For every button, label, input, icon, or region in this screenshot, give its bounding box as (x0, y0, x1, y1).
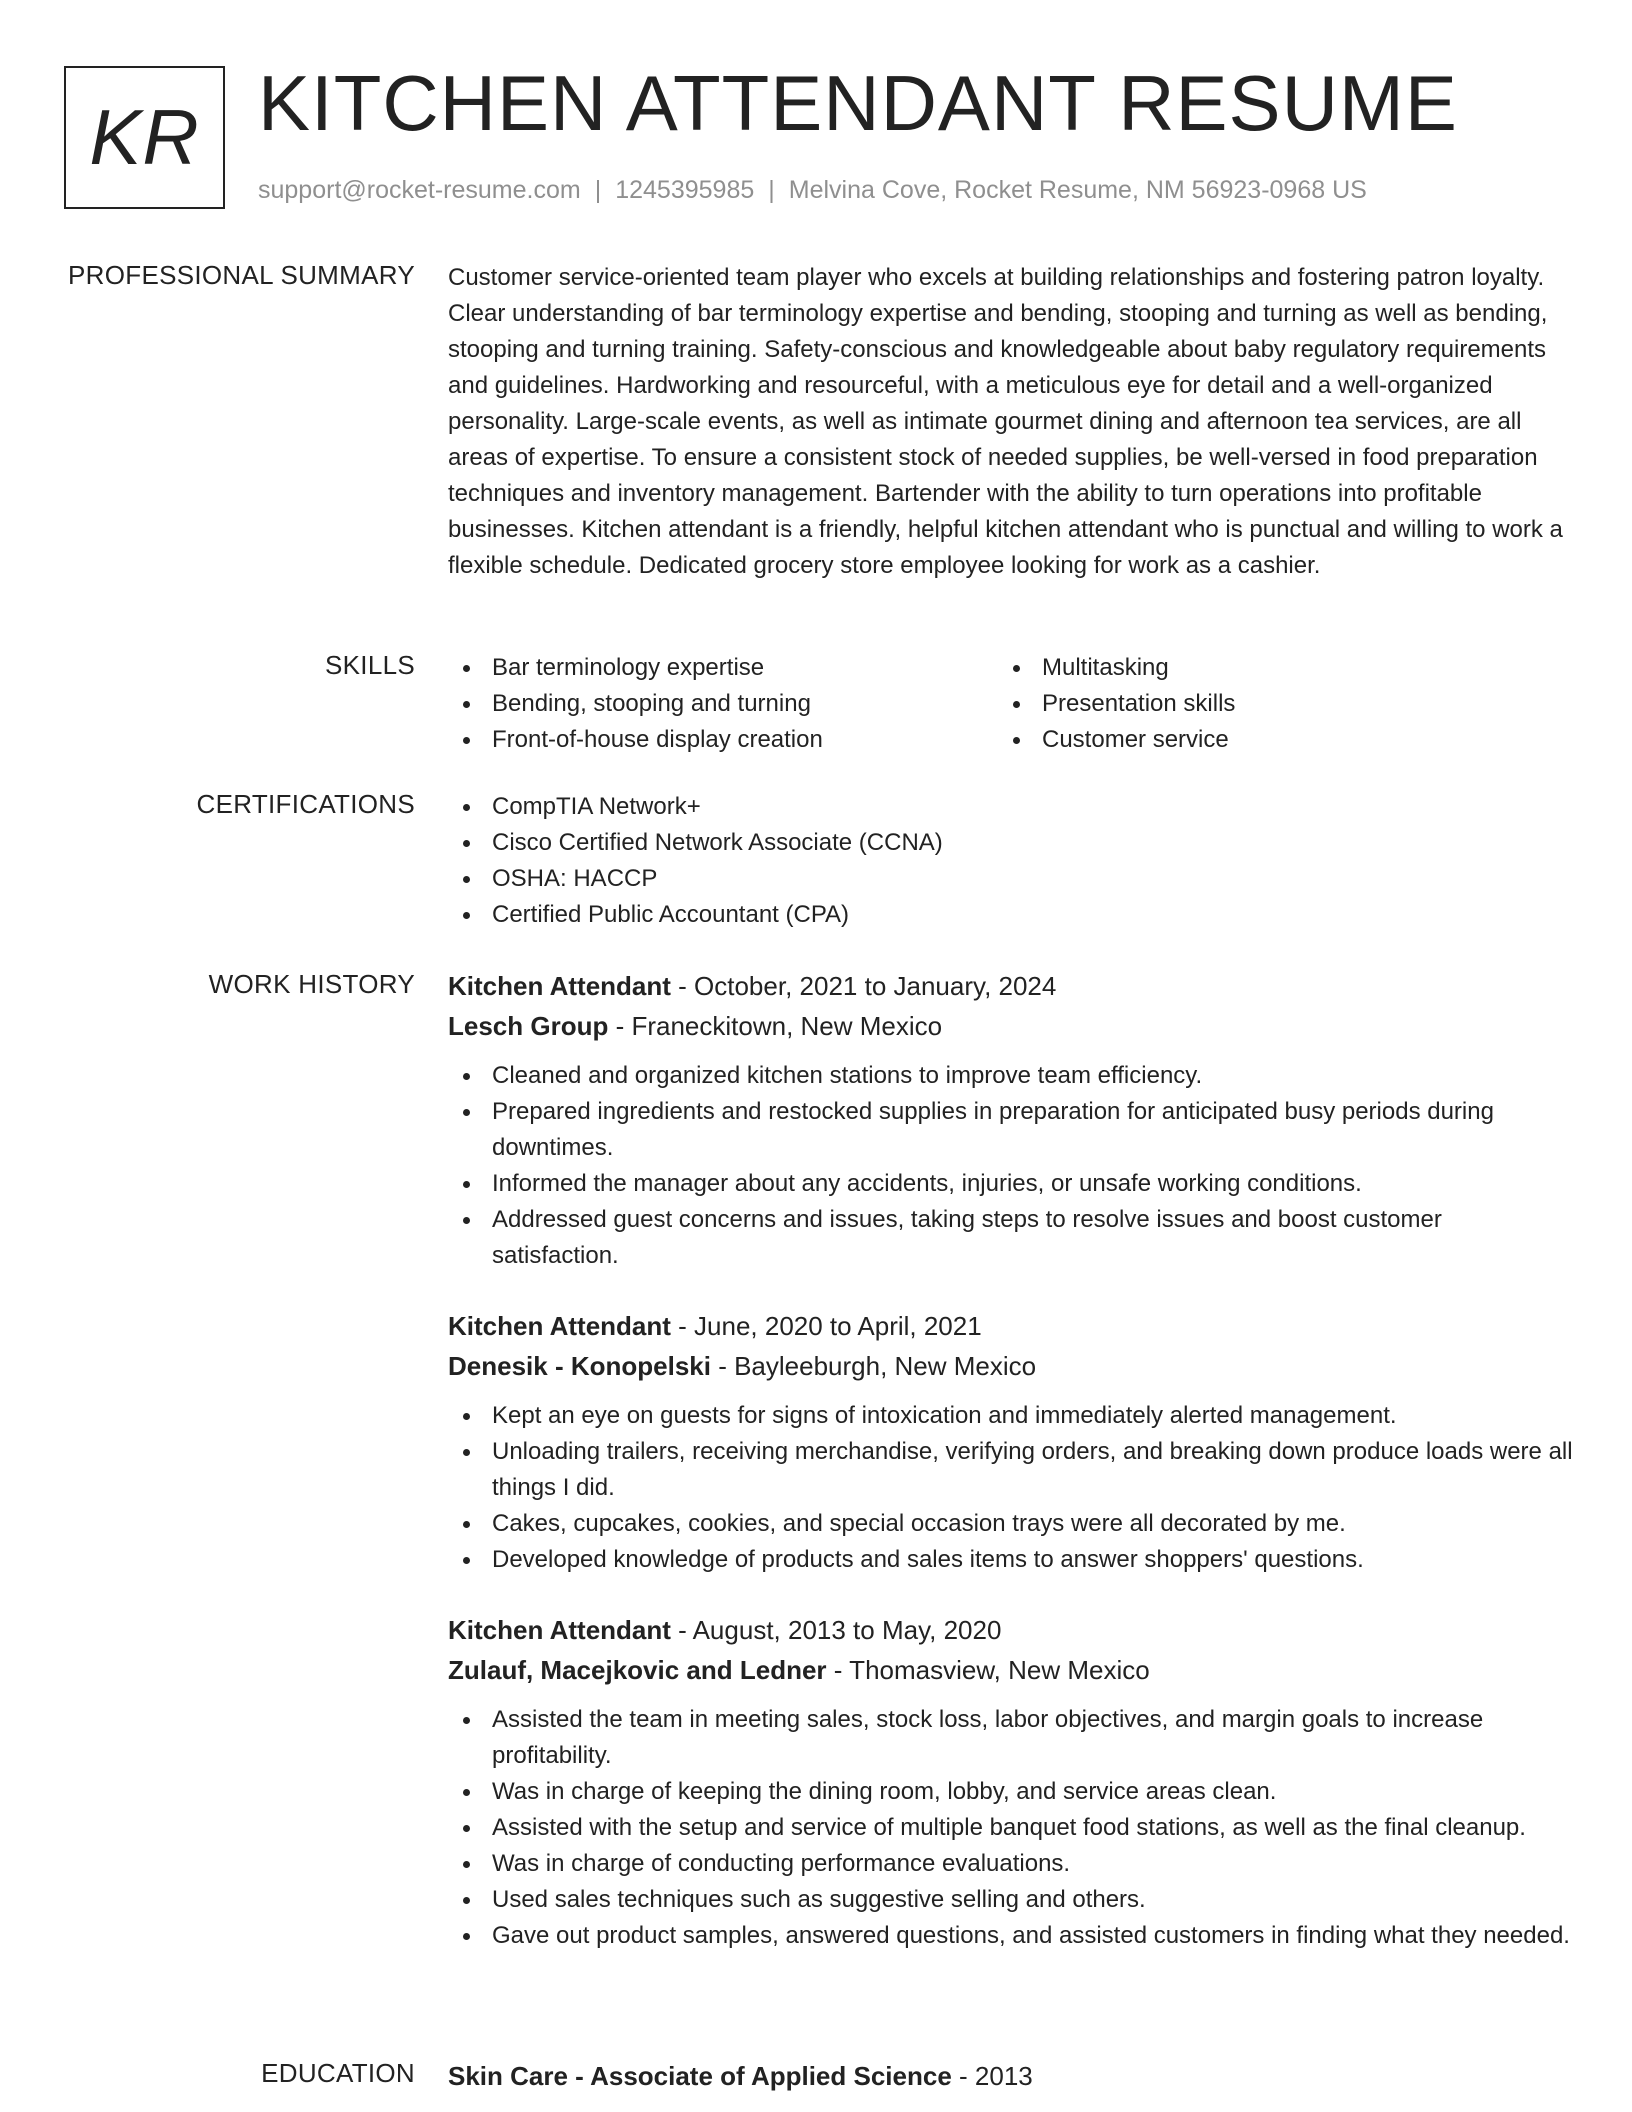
skill-item: Bar terminology expertise (448, 650, 998, 686)
education-degree: Skin Care - Associate of Applied Science (448, 2061, 952, 2091)
job-bullet: Unloading trailers, receiving merchandise, verifying orders, and breaking down produce loads were all things I did. (448, 1434, 1573, 1506)
work-history-heading: WORK HISTORY (208, 969, 415, 999)
job-dates: - October, 2021 to January, 2024 (670, 971, 1057, 1001)
summary-heading: PROFESSIONAL SUMMARY (68, 260, 415, 290)
skills-body (448, 650, 1573, 758)
job-dates: - August, 2013 to May, 2020 (670, 1615, 1002, 1645)
job-company: Lesch Group (448, 1011, 609, 1041)
job-bullet: Kept an eye on guests for signs of intoxication and immediately alerted management. (448, 1398, 1573, 1434)
job-company-line (448, 1006, 1573, 1046)
contact-separator: | (594, 176, 602, 204)
certification-item: Certified Public Accountant (CPA) (448, 897, 1573, 933)
certifications-list (448, 789, 1573, 933)
education-heading: EDUCATION (261, 2058, 415, 2088)
contact-email[interactable]: support@rocket-resume.com (258, 176, 581, 204)
certification-item: Cisco Certified Network Associate (CCNA) (448, 825, 1573, 861)
job-bullet: Cleaned and organized kitchen stations to improve team efficiency. (448, 1058, 1573, 1094)
job-title: Kitchen Attendant (448, 1615, 671, 1645)
certifications-heading: CERTIFICATIONS (196, 789, 415, 819)
job-bullets (448, 1398, 1573, 1578)
initials-monogram (64, 66, 225, 209)
education-year: - 2013 (951, 2061, 1033, 2091)
education-body (448, 2056, 1573, 2096)
skills-grid (448, 650, 1573, 758)
skills-column-1 (448, 650, 998, 758)
job-company-line (448, 1346, 1573, 1386)
job-location: - Bayleeburgh, New Mexico (710, 1351, 1037, 1381)
job-title-line (448, 1610, 1573, 1650)
job-bullet: Prepared ingredients and restocked supplies in preparation for anticipated busy periods during downtimes. (448, 1094, 1573, 1166)
job-bullet: Assisted with the setup and service of multiple banquet food stations, as well as the final cleanup. (448, 1810, 1573, 1846)
job-entry (448, 1306, 1573, 1578)
contact-address: Melvina Cove, Rocket Resume, NM 56923-0968 US (788, 176, 1367, 204)
job-title-line (448, 1306, 1573, 1346)
job-dates: - June, 2020 to April, 2021 (670, 1311, 982, 1341)
contact-phone[interactable]: 1245395985 (615, 176, 755, 204)
job-company: Zulauf, Macejkovic and Ledner (448, 1655, 827, 1685)
job-bullet: Was in charge of conducting performance evaluations. (448, 1846, 1573, 1882)
education-line (448, 2056, 1573, 2096)
summary-text: Customer service-oriented team player who excels at building relationships and fostering patron loyalty. Clear understanding of bar terminology expertise and bending, stooping and turning as well as bending, stooping and turning training. Safety-conscious and knowledgeable about baby regulatory requirements and guidelines. Hardworking and resourceful, with a meticulous eye for detail and a well-organized personality. Large-scale events, as well as intimate gourmet dining and afternoon tea services, are all areas of expertise. To ensure a consistent stock of needed supplies, be well-versed in food preparation techniques and inventory management. Bartender with the ability to turn operations into profitable businesses. Kitchen attendant is a friendly, helpful kitchen attendant who is punctual and willing to work a flexible schedule. Dedicated grocery store employee looking for work as a cashier. (448, 264, 1563, 579)
initials-text: KR (89, 93, 200, 181)
job-company-line (448, 1650, 1573, 1690)
job-title: Kitchen Attendant (448, 971, 671, 1001)
job-bullets (448, 1702, 1573, 1954)
job-bullet: Informed the manager about any accidents, injuries, or unsafe working conditions. (448, 1166, 1573, 1202)
job-bullet: Cakes, cupcakes, cookies, and special occasion trays were all decorated by me. (448, 1506, 1573, 1542)
job-bullet: Developed knowledge of products and sales items to answer shoppers' questions. (448, 1542, 1573, 1578)
skills-column-2 (998, 650, 1548, 758)
job-bullet: Was in charge of keeping the dining room, lobby, and service areas clean. (448, 1774, 1573, 1810)
work-history-body (448, 966, 1573, 1954)
job-bullet: Assisted the team in meeting sales, stock loss, labor objectives, and margin goals to increase profitability. (448, 1702, 1573, 1774)
skill-item: Presentation skills (998, 686, 1548, 722)
skills-heading: SKILLS (325, 650, 415, 680)
job-entry (448, 966, 1573, 1274)
certifications-body (448, 789, 1573, 933)
job-company: Denesik - Konopelski (448, 1351, 711, 1381)
skill-item: Customer service (998, 722, 1548, 758)
skill-item: Front-of-house display creation (448, 722, 998, 758)
job-bullet: Addressed guest concerns and issues, taking steps to resolve issues and boost customer satisfaction. (448, 1202, 1573, 1274)
skill-item: Multitasking (998, 650, 1548, 686)
skill-item: Bending, stooping and turning (448, 686, 998, 722)
job-location: - Franeckitown, New Mexico (608, 1011, 943, 1041)
contact-line (258, 176, 1367, 205)
job-entry (448, 1610, 1573, 1954)
job-title-line (448, 966, 1573, 1006)
page-title: KITCHEN ATTENDANT RESUME (258, 59, 1458, 147)
certification-item: OSHA: HACCP (448, 861, 1573, 897)
job-title: Kitchen Attendant (448, 1311, 671, 1341)
job-bullet: Used sales techniques such as suggestive selling and others. (448, 1882, 1573, 1918)
job-location: - Thomasview, New Mexico (826, 1655, 1150, 1685)
job-bullet: Gave out product samples, answered questions, and assisted customers in finding what they needed. (448, 1918, 1573, 1954)
contact-separator: | (768, 176, 775, 204)
job-bullets (448, 1058, 1573, 1274)
certification-item: CompTIA Network+ (448, 789, 1573, 825)
